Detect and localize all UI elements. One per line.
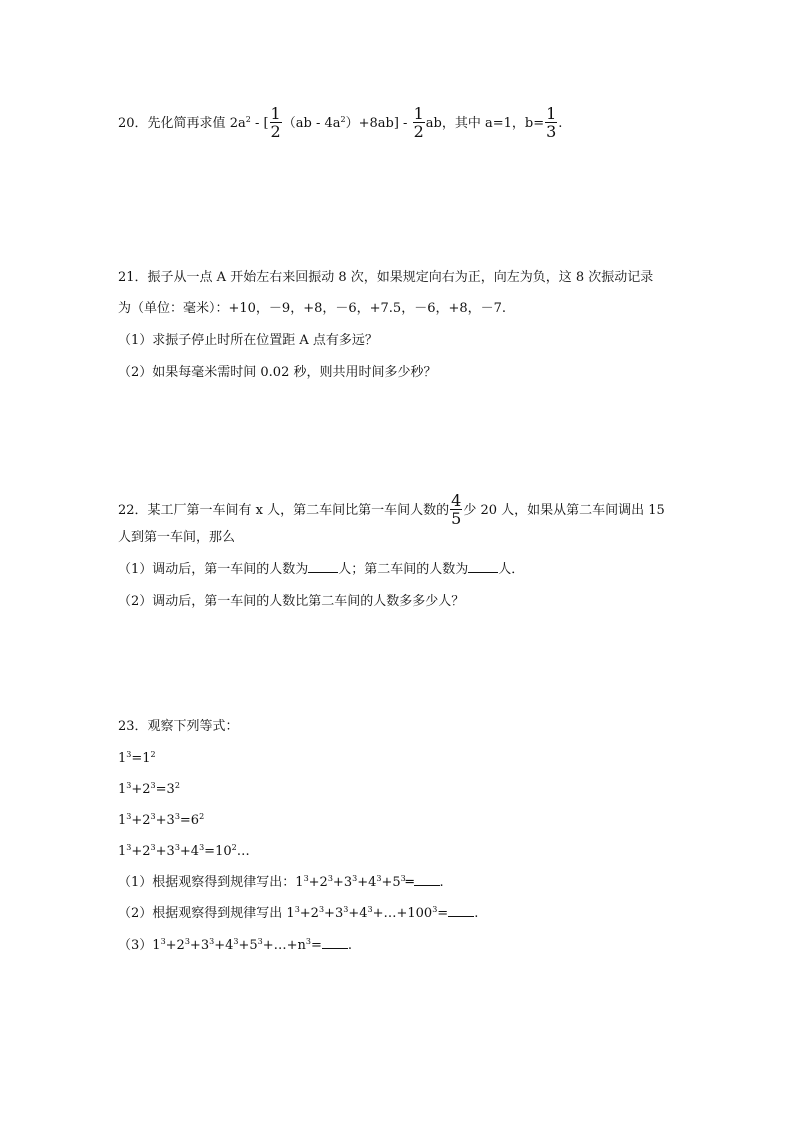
q21-line1: 21．振子从一点 A 开始左右来回振动 8 次，如果规定向右为正，向左为负，这 8 次振动记录	[118, 270, 654, 285]
fraction-four-fifths: $\frac{4}{5}$	[451, 491, 462, 528]
q22-sub1: （1）调动后，第一车间的人数为 人；第二车间的人数为 人．	[118, 562, 525, 577]
q22-line2: 人到第一车间，那么	[118, 530, 236, 545]
fraction-one-half: $\frac{1}{2}$	[270, 104, 281, 141]
q20-label: 20．先化简再求值	[118, 116, 226, 131]
q22-line1-a: 22．某工厂第一车间有 x 人，第二车间比第一车间人数的	[118, 503, 450, 518]
q20-bracket: - [	[250, 116, 269, 131]
q23-sub2: （2）根据观察得到规律写出 $1^3+2^3+3^3+4^3+\dots+100^3=$ .	[118, 905, 479, 921]
answer-blank[interactable]	[414, 873, 440, 886]
q20-end: .	[558, 116, 563, 131]
q20-ab-tail: ab，其中 a=1，b=	[425, 116, 545, 131]
q20-paren-close: ）+8ab] -	[345, 116, 408, 131]
q20-exponent: 2	[245, 115, 251, 124]
equation-3: $1^3+2^3+3^3=6^2$	[118, 812, 205, 828]
q21-sub1: （1）求振子停止时所在位置距 A 点有多远？	[118, 333, 378, 348]
equation-4: $1^3+2^3+3^3+4^3=10^2\dots$	[118, 843, 250, 859]
fraction-one-third: $\frac{1}{3}$	[546, 104, 557, 141]
q23-sub1: （1）根据观察得到规律写出：$1^3+2^3+3^3+4^3+5^3═$ .	[118, 874, 444, 890]
fraction-one-half-2: $\frac{1}{2}$	[413, 104, 424, 141]
q20-expr-2a: 2a	[229, 116, 246, 131]
equation-1: $1^3=1^2$	[118, 750, 156, 766]
q23-sub3: $(3)1^3+2^3+3^3+4^3+5^3+\dots+n^3=$ .	[118, 937, 353, 953]
answer-blank[interactable]	[468, 560, 498, 573]
q21-line2: 为（单位：毫米）：+10，－9，+8，－6，+7.5，－6，+8，－7.	[118, 301, 507, 316]
q22-line1-b: 少 20 人，如果从第二车间调出 15	[463, 503, 665, 518]
answer-blank[interactable]	[308, 560, 338, 573]
q21-sub2: （2）如果每毫米需时间 0.02 秒，则共用时间多少秒？	[118, 365, 437, 380]
q22-sub2: （2）调动后，第一车间的人数比第二车间的人数多多少人？	[118, 594, 465, 609]
question-20	[118, 106, 562, 141]
q22-line1	[118, 493, 665, 528]
q20-exponent-2: 2	[340, 115, 346, 124]
q23-title: 23．观察下列等式：	[118, 719, 239, 734]
answer-blank[interactable]	[448, 904, 474, 917]
equation-2: $1^3+2^3=3^2$	[118, 781, 180, 797]
q20-paren-open: （ab - 4a	[282, 116, 341, 131]
answer-blank[interactable]	[322, 936, 348, 949]
